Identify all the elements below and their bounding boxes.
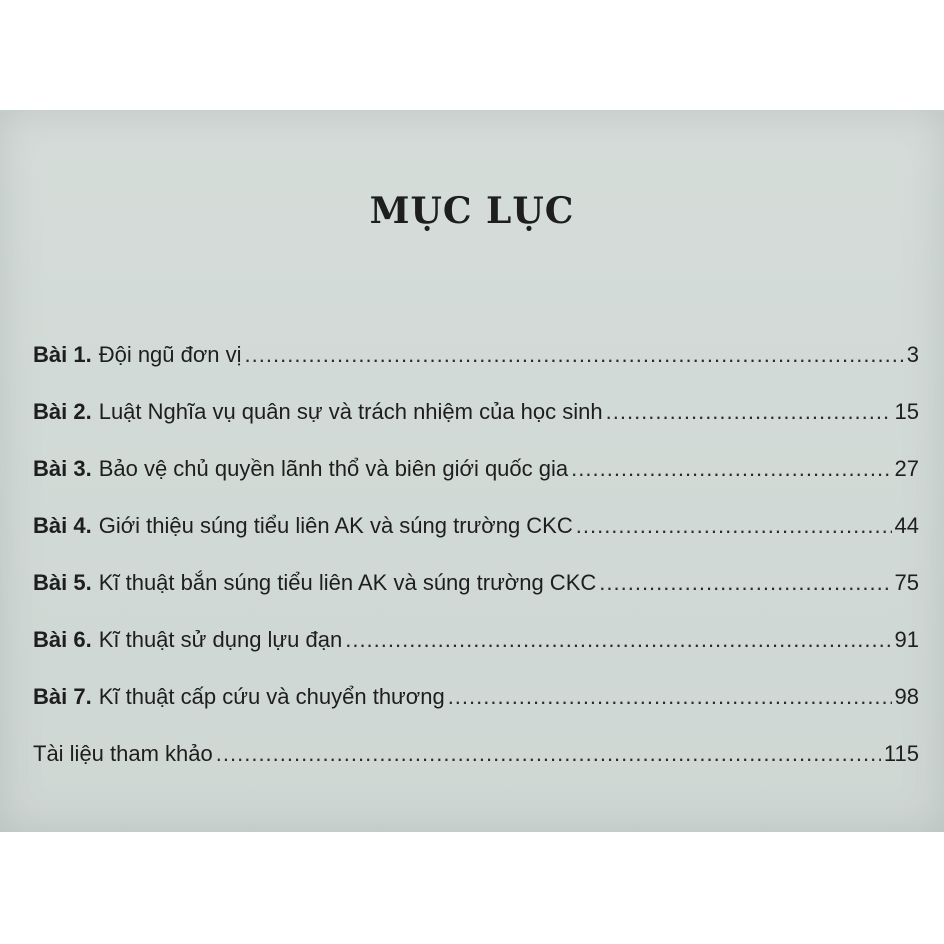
toc-entry	[33, 627, 919, 684]
toc-entry-title: Luật Nghĩa vụ quân sự và trách nhiệm của học sinh	[98, 399, 603, 424]
dot-leader	[245, 342, 904, 368]
toc-entry-title: Kĩ thuật cấp cứu và chuyển thương	[98, 684, 445, 709]
dot-leader	[448, 684, 892, 710]
toc-entry	[33, 399, 919, 456]
toc-entry-title: Đội ngũ đơn vị	[98, 342, 242, 367]
toc-entry-page: 75	[894, 570, 919, 595]
table-of-contents	[33, 342, 919, 798]
toc-entry	[33, 342, 919, 399]
dot-leader	[599, 570, 891, 596]
toc-entry-label: Bài 5.	[33, 570, 92, 595]
dot-leader	[606, 399, 892, 425]
toc-entry-label: Bài 7.	[33, 684, 92, 709]
toc-entry-page: 44	[894, 513, 919, 538]
toc-entry-title: Kĩ thuật sử dụng lựu đạn	[98, 627, 343, 652]
toc-entry-label: Bài 3.	[33, 456, 92, 481]
toc-entry	[33, 684, 919, 741]
toc-entry-page: 98	[894, 684, 919, 709]
toc-entry-label: Bài 2.	[33, 399, 92, 424]
toc-entry-page: 15	[894, 399, 919, 424]
toc-entry-title: Giới thiệu súng tiểu liên AK và súng trường CKC	[98, 513, 573, 538]
toc-entry-page: 91	[894, 627, 919, 652]
toc-entry	[33, 456, 919, 513]
toc-entry	[33, 741, 919, 798]
toc-entry-page: 3	[906, 342, 919, 367]
toc-entry-page: 115	[883, 741, 919, 766]
toc-entry	[33, 570, 919, 627]
toc-entry-label: Bài 1.	[33, 342, 92, 367]
book-page	[0, 110, 944, 832]
toc-entry-title: Bảo vệ chủ quyền lãnh thổ và biên giới quốc gia	[98, 456, 569, 481]
dot-leader	[571, 456, 891, 482]
toc-entry-title: Tài liệu tham khảo	[33, 741, 213, 766]
page-title: MỤC LỤC	[369, 190, 575, 232]
toc-entry-page: 27	[894, 456, 919, 481]
toc-entry-label: Bài 6.	[33, 627, 92, 652]
dot-leader	[576, 513, 892, 539]
toc-entry-label: Bài 4.	[33, 513, 92, 538]
dot-leader	[216, 741, 881, 767]
toc-entry-title: Kĩ thuật bắn súng tiểu liên AK và súng trường CKC	[98, 570, 597, 595]
dot-leader	[345, 627, 891, 653]
toc-entry	[33, 513, 919, 570]
